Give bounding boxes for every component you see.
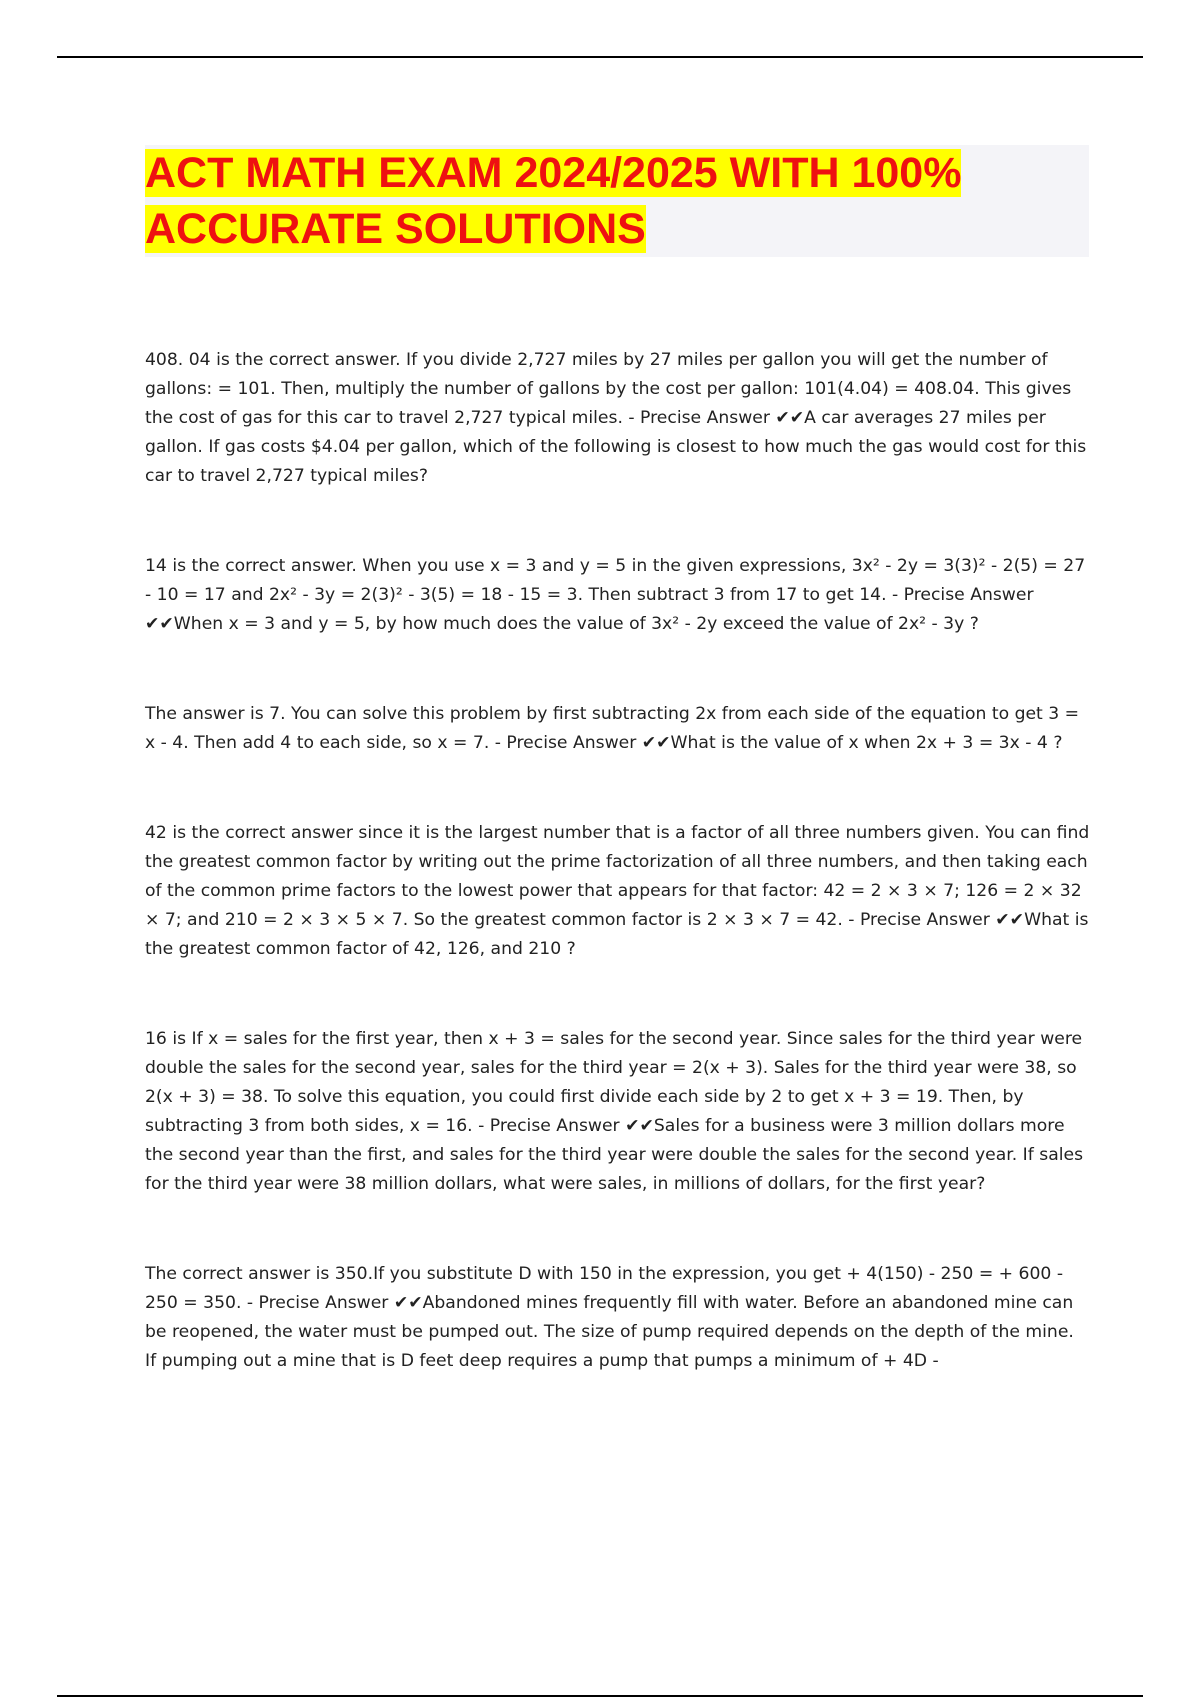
document-title [145, 145, 1089, 257]
qa-entry: 16 is If x = sales for the first year, then x + 3 = sales for the second year. Since sales for the third year were double the sales for the second year, sales for the third year = 2(x + 3). Sales for the third year were 38, so 2(x + 3) = 38. To solve this equation, you could first divide each side by 2 to get x + 3 = 19. Then, by subtracting 3 from both sides, x = 16. - Precise Answer ✔✔Sales for a business were 3 million dollars more the second year than the first, and sales for the third year were double the sales for the second year. If sales for the third year were 38 million dollars, what were sales, in millions of dollars, for the first year? [145, 1029, 1084, 1194]
footer-rule [57, 1695, 1143, 1697]
header-rule [57, 56, 1143, 58]
title-line-1: ACT MATH EXAM 2024/2025 WITH 100% [145, 149, 962, 197]
document-body [145, 346, 1090, 1437]
title-line-2: ACCURATE SOLUTIONS [145, 205, 646, 253]
qa-entry: The correct answer is 350.If you substitute D with 150 in the expression, you get + 4(150) - 250 = + 600 - 250 = 350. - Precise Answer ✔✔Abandoned mines frequently fill with water. Before an abandoned mine can be reopened, the water must be pumped out. The size of pump required depends on the depth of the mine. If pumping out a mine that is D feet deep requires a pump that pumps a minimum of + 4D - [145, 1264, 1074, 1371]
qa-entry: The answer is 7. You can solve this problem by first subtracting 2x from each side of the equation to get 3 = x - 4. Then add 4 to each side, so x = 7. - Precise Answer ✔✔What is the value of x when 2x + 3 = 3x - 4 ? [145, 704, 1080, 753]
title-block [145, 145, 1089, 257]
qa-entry: 42 is the correct answer since it is the largest number that is a factor of all three numbers given. You can find the greatest common factor by writing out the prime factorization of all three numbers, and then taking each of the common prime factors to the lowest power that appears for that factor: 42 = 2 × 3 × 7; 126 = 2 × 32 × 7; and 210 = 2 × 3 × 5 × 7. So the greatest common factor is 2 × 3 × 7 = 42. - Precise Answer ✔✔What is the greatest common factor of 42, 126, and 210 ? [145, 823, 1090, 959]
qa-entry: 408. 04 is the correct answer. If you divide 2,727 miles by 27 miles per gallon you will get the number of gallons: = 101. Then, multiply the number of gallons by the cost per gallon: 101(4.04) = 408.04. This gives the cost of gas for this car to travel 2,727 typical miles. - Precise Answer ✔✔A car averages 27 miles per gallon. If gas costs $4.04 per gallon, which of the following is closest to how much the gas would cost for this car to travel 2,727 typical miles? [145, 350, 1087, 486]
qa-entry: 14 is the correct answer. When you use x = 3 and y = 5 in the given expressions, 3x² - 2y = 3(3)² - 2(5) = 27 - 10 = 17 and 2x² - 3y = 2(3)² - 3(5) = 18 - 15 = 3. Then subtract 3 from 17 to get 14. - Precise Answer ✔✔When x = 3 and y = 5, by how much does the value of 3x² - 2y exceed the value of 2x² - 3y ? [145, 556, 1086, 634]
